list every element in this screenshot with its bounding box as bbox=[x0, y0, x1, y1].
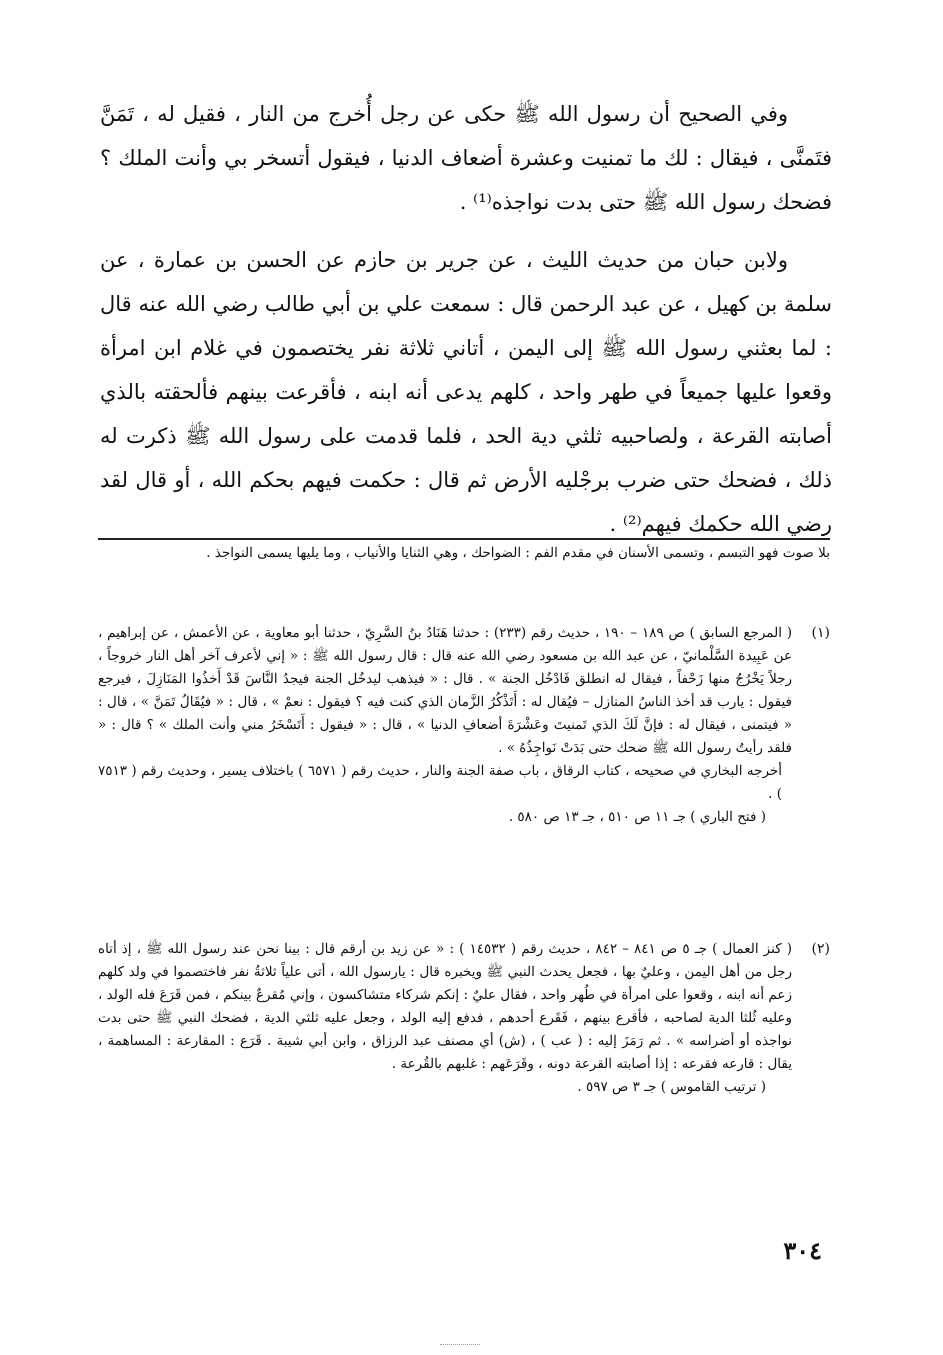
paragraph-1: وفي الصحيح أن رسول الله ﷺ حكى عن رجل أُخرج من النار ، فقيل له ، تَمَنَّ فتَمنَّى ، فيقال : لك ما تمنيت وعشرة أضعاف الدنيا ، فيقول أتسخر بي وأنت الملك ؟ فضحك رسول الله ﷺ حتى بدت نواجذه⁽¹⁾ . bbox=[100, 102, 832, 214]
footnote-continuation-text: بلا صوت فهو التبسم ، وتسمى الأسنان في مقدم الفم : الضواحك ، وهي الثنايا والأنياب ، وما يليها يسمى النواجذ . bbox=[206, 545, 830, 561]
footnote-2-text: ( كنز العمال ) جـ ٥ ص ٨٤١ – ٨٤٢ ، حديث رقم ( ١٤٥٣٢ ) : « عن زيد بن أرقم قال : بينا نحن عند رسول الله ﷺ ، إذ أتاه رجل من أهل اليمن ، وعليٌ بها ، فجعل يحدث النبي ﷺ ويخبره قال : يارسول الله ، أتى علياً ثلاثةُ نفر فاختصموا في ولد كلهم زعم أنه ابنه ، وقعوا على امرأة في طُهر واحد ، فقال عليٌ : إنكم شركاء متشاكسون ، وإني مُقرعٌ بينكم ، فمن قَرَعَ فله الولد ، وعليه ثُلثا الدية لصاحبه ، فأقرع بينهم ، فَقَرع أحدهم ، فدفع إليه الولد ، وجعل عليه ثلثي الدية ، فضحك النبي ﷺ حتى بدت نواجذه أو أضراسه » . ثم رَمَزَ إليه : ( عب ) ، (ش) أي مصنف عبد الرزاق ، وابن أبي شيبة . قَرَع : المقارعة : المساهمة ، يقال : قارعه فقرعه : إذا أصابته القرعة دونه ، وقَرَعَهم : غلبهم بالقُرعة . bbox=[98, 941, 792, 1072]
footnote-1-body bbox=[98, 622, 792, 829]
footnote-2-row bbox=[98, 938, 830, 1099]
footnote-continuation bbox=[98, 542, 830, 565]
footnote-2-body bbox=[98, 938, 792, 1099]
main-text-block-1 bbox=[100, 92, 832, 224]
footnote-2-number: (٢) bbox=[811, 941, 830, 957]
footnote-1-bukhari: أخرجه البخاري في صحيحه ، كتاب الرقاق ، باب صفة الجنة والنار ، حديث رقم ( ٦٥٧١ ) باختلاف يسير ، وحديث رقم ( ٧٥١٣ ) . bbox=[98, 763, 782, 802]
footnote-1-number: (١) bbox=[811, 625, 830, 641]
footnote-1 bbox=[98, 622, 830, 829]
footnote-1-row bbox=[98, 622, 830, 829]
footnote-1-text: ( المرجع السابق ) ص ١٨٩ – ١٩٠ ، حديث رقم (٢٣٣) : حدثنا هَنَادُ بنُ السَّرِيّ ، حدثنا أبو معاوية ، عن الأعمش ، عن إبراهيم ، عن عَبِيدة السَّلْمانيّ ، عن عبد الله بن مسعود رضي الله عنه قال : قال رسول الله ﷺ : « إني لأعرف آخر أهل النار خروجاً ، رجلاً يَخْرُجُ منها زَحْفاً ، فيقال له انطلق فَادْخُل الجنة » . قال : « فيذهب ليدخُل الجنة فيجدُ النَّاسَ قَدْ أَخذُوا المَنَازِلَ ، فيرجع فيقول : يارب قد أخذ الناسُ المنازل – فيُقال له : أَتَذْكُرُ الزَّمان الذي كنت فيه ؟ فيقول : نعمْ » ، قال : « فيُقَالُ تَمَنَّ » ، قال : « فيتمنى ، فيقال له : فإنَّ لَكَ الذي تَمنيتَ وعَشْرَةَ أضعافِ الدنيا » ، قال : « فيقول : أَتَسْخَرُ مني وأنت الملك » ؟ قال : « فلقد رأيتُ رسول الله ﷺ ضحك حتى بَدَتْ نَواجِذُهُ » . bbox=[98, 625, 792, 756]
footnote-2-reference: ( ترتيب القاموس ) جـ ٣ ص ٥٩٧ . bbox=[577, 1079, 766, 1095]
main-text-block-2 bbox=[100, 238, 832, 546]
paragraph-2: ولابن حبان من حديث الليث ، عن جرير بن حازم عن الحسن بن عمارة ، عن سلمة بن كهيل ، عن عبد الرحمن قال : سمعت علي بن أبي طالب رضي الله عنه قال : لما بعثني رسول الله ﷺ إلى اليمن ، أتاني ثلاثة نفر يختصمون في غلام ابن امرأة وقعوا عليها جميعاً في طهر واحد ، كلهم يدعى أنه ابنه ، فأقرعت بينهم فألحقته بالذي أصابته القرعة ، ولصاحبيه ثلثي دية الحد ، فلما قدمت على رسول الله ﷺ ذكرت له ذلك ، فضحك حتى ضرب برجْليه الأرض ثم قال : حكمت فيهم بحكم الله ، أو قال لقد رضي الله حكمك فيهم⁽²⁾ . bbox=[100, 248, 832, 536]
page-number: ٣٠٤ bbox=[783, 1236, 822, 1265]
footnote-2 bbox=[98, 938, 830, 1099]
scan-speck bbox=[440, 1344, 480, 1348]
footnote-1-reference: ( فتح الباري ) جـ ١١ ص ٥١٠ ، جـ ١٣ ص ٥٨٠ . bbox=[508, 809, 766, 825]
footnote-separator bbox=[98, 538, 830, 540]
